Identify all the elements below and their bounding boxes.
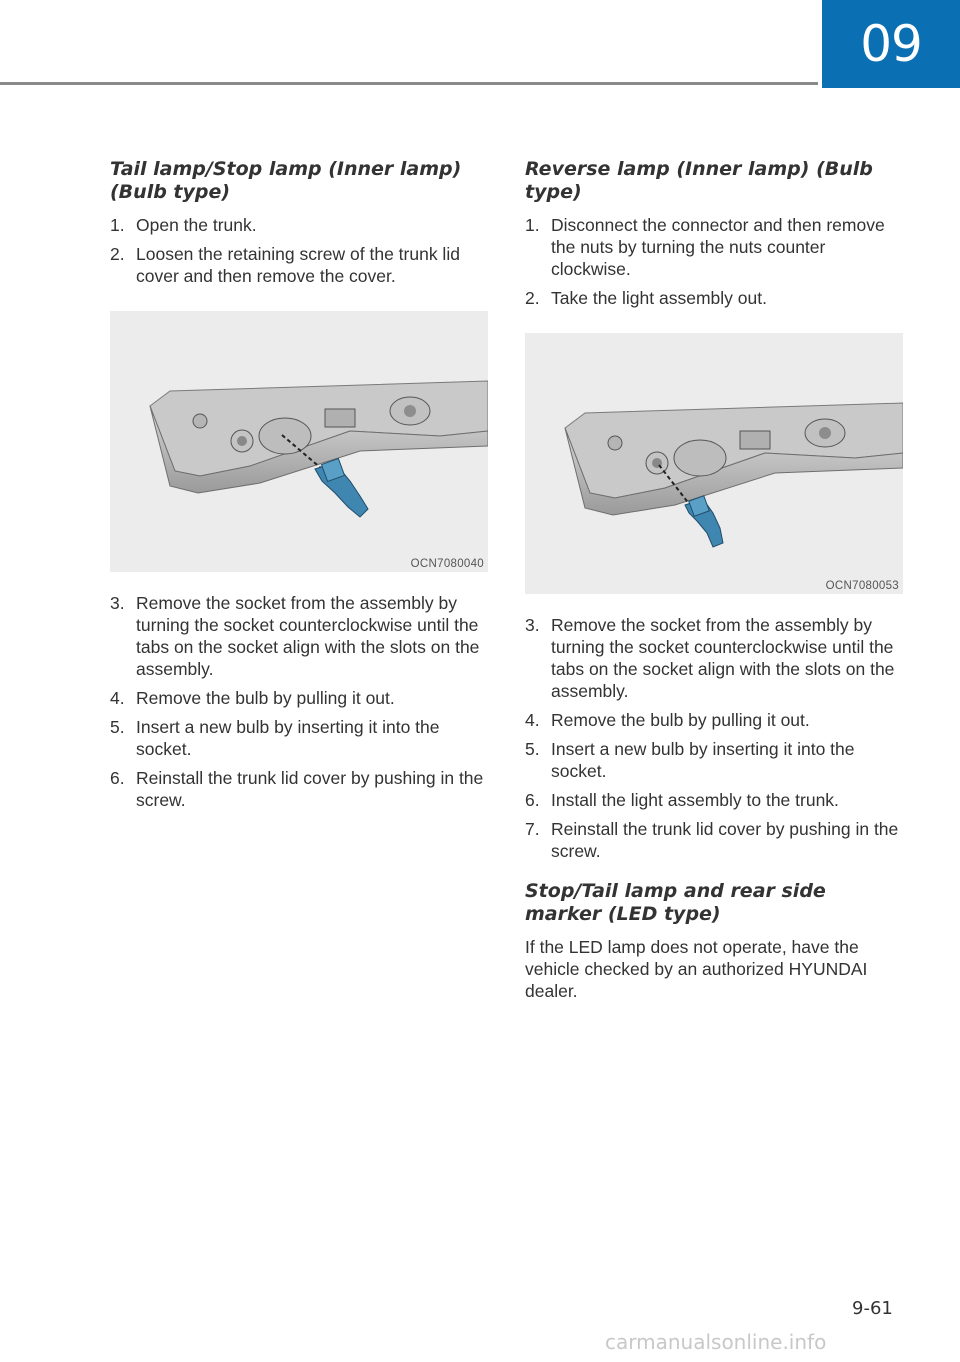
chapter-number: 09 <box>860 15 922 73</box>
step-number: 3. <box>110 593 125 613</box>
section-title-tail-lamp: Tail lamp/Stop lamp (Inner lamp) (Bulb type) <box>110 158 462 203</box>
step-text: Loosen the retaining screw of the trunk lid cover and then remove the cover. <box>136 244 460 286</box>
step-number: 5. <box>525 739 540 759</box>
step-text: Remove the socket from the assembly by turning the socket counterclockwise until the tabs on the socket align with the slots on the assembly. <box>551 615 895 701</box>
step-number: 3. <box>525 615 540 635</box>
lamp-assembly-illustration <box>110 311 488 572</box>
step-text: Reinstall the trunk lid cover by pushing in the screw. <box>551 819 899 861</box>
step-number: 1. <box>110 215 125 235</box>
section-title-led-lamp: Stop/Tail lamp and rear side marker (LED type) <box>525 880 826 925</box>
figure-reverse-lamp-socket <box>525 333 903 594</box>
socket-icon <box>685 496 723 547</box>
header-rule <box>0 82 818 85</box>
list-item <box>110 214 488 236</box>
step-number: 1. <box>525 215 540 235</box>
step-text: Remove the bulb by pulling it out. <box>551 710 810 730</box>
figure-code: OCN7080040 <box>410 558 484 570</box>
step-number: 6. <box>110 768 125 788</box>
steps-list <box>110 214 488 287</box>
step-text: Take the light assembly out. <box>551 288 767 308</box>
step-text: Install the light assembly to the trunk. <box>551 790 839 810</box>
step-text: Disconnect the connector and then remove the nuts by turning the nuts counter clockwise. <box>551 215 885 279</box>
list-item <box>110 767 488 811</box>
list-item <box>110 243 488 287</box>
list-item <box>525 818 903 862</box>
chapter-tab <box>822 0 960 88</box>
list-item <box>110 716 488 760</box>
right-column <box>525 158 903 1002</box>
step-number: 6. <box>525 790 540 810</box>
page-number: 9-61 <box>852 1298 893 1319</box>
step-text: Remove the bulb by pulling it out. <box>136 688 395 708</box>
step-number: 4. <box>525 710 540 730</box>
lamp-assembly-illustration <box>525 333 903 594</box>
list-item <box>525 738 903 782</box>
list-item <box>525 709 903 731</box>
section-title-reverse-lamp: Reverse lamp (Inner lamp) (Bulb type) <box>525 158 873 203</box>
steps-list <box>110 592 488 811</box>
step-text: Remove the socket from the assembly by turning the socket counterclockwise until the tabs on the socket align with the slots on the assembly. <box>136 593 480 679</box>
led-lamp-paragraph: If the LED lamp does not operate, have the vehicle checked by an authorized HYUNDAI dealer. <box>525 937 868 1001</box>
left-column <box>110 158 488 818</box>
list-item <box>110 592 488 680</box>
step-text: Insert a new bulb by inserting it into the socket. <box>551 739 855 781</box>
figure-code: OCN7080053 <box>825 580 899 592</box>
list-item <box>110 687 488 709</box>
step-number: 2. <box>525 288 540 308</box>
list-item <box>525 614 903 702</box>
step-number: 4. <box>110 688 125 708</box>
list-item <box>525 287 903 309</box>
step-text: Open the trunk. <box>136 215 257 235</box>
watermark: carmanualsonline.info <box>605 1330 827 1354</box>
step-text: Reinstall the trunk lid cover by pushing in the screw. <box>136 768 484 810</box>
steps-list <box>525 614 903 862</box>
list-item <box>525 789 903 811</box>
figure-tail-lamp-socket <box>110 311 488 572</box>
step-number: 5. <box>110 717 125 737</box>
step-text: Insert a new bulb by inserting it into the socket. <box>136 717 440 759</box>
step-number: 2. <box>110 244 125 264</box>
list-item <box>525 214 903 280</box>
steps-list <box>525 214 903 309</box>
socket-icon <box>315 458 368 517</box>
step-number: 7. <box>525 819 540 839</box>
